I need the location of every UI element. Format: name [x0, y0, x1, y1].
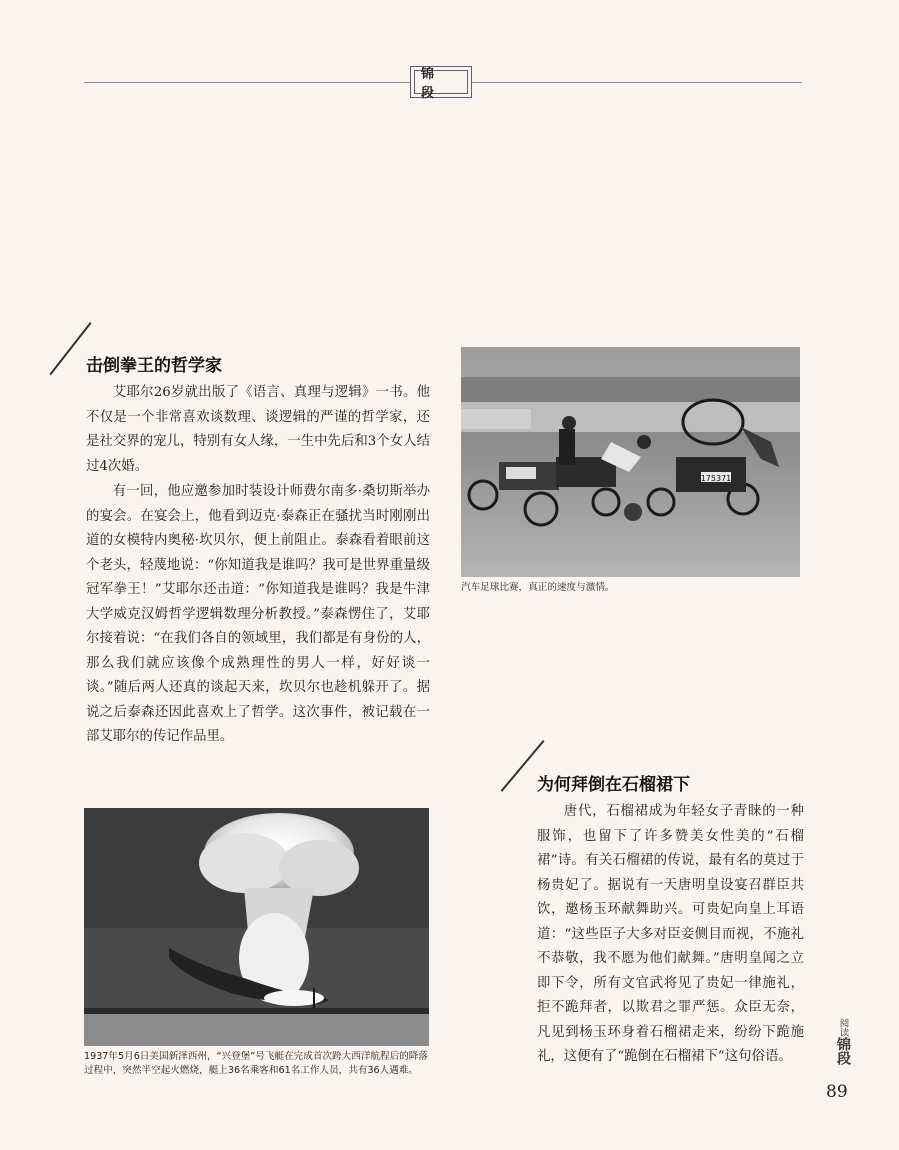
article-1-paragraph: 艾耶尔26岁就出版了《语言、真理与逻辑》一书。他不仅是一个非常喜欢谈数理、谈逻辑的严谨的哲学家，还是社交界的宠儿，特别有女人缘，一生中先后和3个女人结过4次婚。 [86, 385, 430, 474]
section-header-label: 锦 段 [414, 70, 468, 94]
hindenburg-image [84, 808, 429, 1046]
article-2-paragraph: 唐代，石榴裙成为年轻女子青睐的一种服饰，也留下了许多赞美女性美的“石榴裙”诗。有关石榴裙的传说，最有名的莫过于杨贵妃了。据说有一天唐明皇设宴召群臣共饮，邀杨玉环献舞助兴。可贵妃向皇上耳语道：“这些臣子大多对臣妾侧目而视，不施礼不恭敬，我不愿为他们献舞。”唐明皇闻之立即下令，所有文官武将见了贵妃一律施礼，拒不跪拜者，以欺君之罪严惩。众臣无奈，凡见到杨玉环身着石榴裙走来，纷纷下跪施礼，这便有了“跪倒在石榴裙下”这句俗语。 [537, 804, 804, 1064]
car-football-photo [461, 347, 800, 577]
article-title-1: 击倒拳王的哲学家 [86, 356, 222, 376]
article-1-paragraph: 有一回，他应邀参加时装设计师费尔南多·桑切斯举办的宴会。在宴会上，他看到迈克·泰森正在骚扰当时刚刚出道的女模特内奥秘·坎贝尔，便上前阻止。泰森看着眼前这个老头，轻蔑地说：“你知道我是谁吗？我可是世界重量级冠军拳王！”艾耶尔还击道：“你知道我是谁吗？我是牛津大学威克汉姆哲学逻辑数理分析教授。”泰森愣住了，艾耶尔接着说：“在我们各自的领域里，我们都是有身份的人，那么我们就应该像个成熟理性的男人一样，好好谈一谈。”随后两人还真的谈起天来，坎贝尔也趁机躲开了。据说之后泰森还因此喜欢上了哲学。这次事件，被记载在一部艾耶尔的传记作品里。 [86, 484, 430, 744]
header-rule-right [472, 82, 802, 83]
sidebar-category-big: 锦段 [835, 1037, 851, 1065]
page-number: 89 [826, 1082, 848, 1102]
photo-caption-2: 1937年5月6日美国新泽西州，“兴登堡”号飞艇在完成首次跨大西洋航程后的降落过程中，突然半空起火燃烧，艇上36名乘客和61名工作人员，共有36人遇难。 [84, 1051, 428, 1076]
header-rule-left [84, 82, 410, 83]
car-football-image [461, 347, 800, 577]
photo-caption-1: 汽车足球比赛，真正的速度与激情。 [461, 582, 615, 593]
section-header-badge [410, 66, 472, 101]
article-title-2: 为何拜倒在石榴裙下 [537, 775, 690, 795]
sidebar-category-small: 阅读 [837, 1018, 849, 1037]
title-slash-decoration [49, 322, 91, 375]
sidebar-column-tag [833, 1018, 853, 1065]
car-license-plate: 175371 [700, 474, 732, 483]
hindenburg-photo [84, 808, 429, 1046]
